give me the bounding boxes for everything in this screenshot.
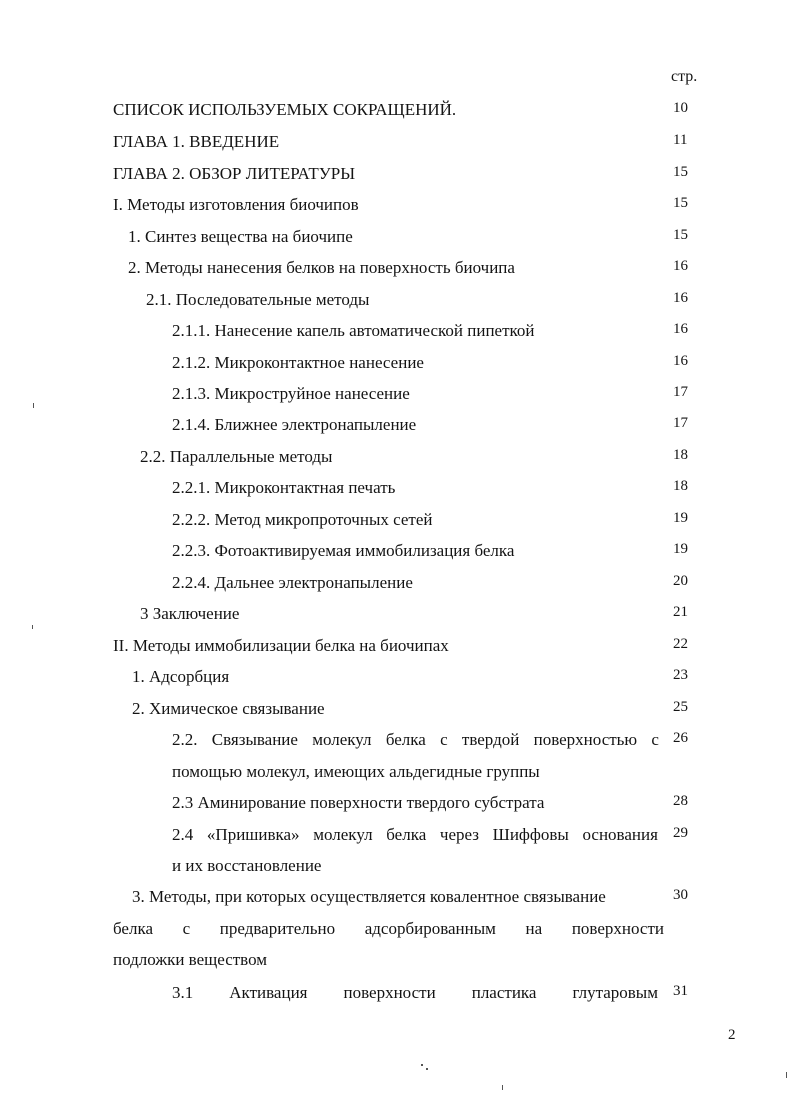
toc-entry-page: 22 (673, 636, 688, 652)
word: с (651, 730, 659, 749)
toc-entry-title-line: 3. Методы, при которых осуществляется ковалентное связывание (132, 887, 606, 906)
word: через (439, 825, 479, 844)
toc-entry-conclusion (0, 604, 793, 630)
toc-entry-page: 21 (673, 604, 688, 620)
toc-entry-title: I. Методы изготовления биочипов (113, 195, 359, 214)
toc-entry-3-covalent-cont2 (0, 950, 793, 976)
toc-entry-1-2 (0, 258, 793, 284)
toc-entry-title: 3 Заключение (140, 604, 240, 623)
toc-entry-title: 2.2.2. Метод микропроточных сетей (172, 510, 433, 529)
toc-entry-2-2-3 (0, 541, 793, 567)
toc-entry-title-line: подложки веществом (113, 950, 268, 969)
toc-entry-page: 19 (673, 510, 688, 526)
toc-entry-title-line (172, 825, 658, 845)
page-number: 2 (728, 1027, 736, 1043)
toc-entry-2-1-1 (0, 321, 793, 347)
word: адсорбированным (364, 919, 496, 938)
toc-entry-title: 1. Адсорбция (132, 667, 230, 686)
toc-entry-2-4-cont (0, 856, 793, 882)
toc-entry-page: 30 (673, 887, 688, 903)
toc-entry-page: 16 (673, 321, 688, 337)
toc-entry-title: 2. Химическое связывание (132, 699, 325, 718)
toc-entry-page: 15 (673, 195, 688, 211)
word: с (182, 919, 191, 938)
word: 3.1 (172, 983, 194, 1002)
toc-entry-chemical-binding (0, 699, 793, 725)
toc-entry-title: 2.1. Последовательные методы (146, 290, 370, 309)
word: поверхности (571, 919, 664, 938)
toc-entry-page: 29 (673, 825, 688, 841)
toc-entry-title: 2.1.1. Нанесение капель автоматической пипеткой (172, 321, 535, 340)
toc-entry-page: 25 (673, 699, 688, 715)
toc-entry-page: 31 (673, 983, 688, 999)
word: твердой (461, 730, 520, 749)
word: молекул (313, 825, 373, 844)
toc-entry-page: 16 (673, 290, 688, 306)
toc-entry-3-covalent (0, 887, 793, 913)
toc-entry-chapter-1 (0, 132, 793, 158)
word: поверхностью (533, 730, 638, 749)
scan-speck (502, 1085, 503, 1090)
word: 2.2. (172, 730, 198, 749)
toc-entry-title: 2.2.1. Микроконтактная печать (172, 478, 396, 497)
toc-entry-page: 16 (673, 353, 688, 369)
toc-entry-page: 16 (673, 258, 688, 274)
toc-entry-page: 15 (673, 164, 688, 180)
word: на (525, 919, 543, 938)
scan-speck (421, 1064, 423, 1066)
toc-entry-2-2 (0, 447, 793, 473)
toc-entry-2-1-2 (0, 353, 793, 379)
toc-entry-page: 11 (673, 132, 688, 148)
toc-entry-page: 17 (673, 415, 688, 431)
word: белка (385, 730, 426, 749)
toc-entry-title: 2.1.3. Микроструйное нанесение (172, 384, 410, 403)
toc-entry-title: 1. Синтез вещества на биочипе (128, 227, 353, 246)
toc-entry-2-2-2 (0, 510, 793, 536)
toc-entry-3-1 (0, 983, 793, 1009)
scan-speck (786, 1072, 787, 1078)
toc-entry-page: 19 (673, 541, 688, 557)
toc-entry-title: 2.1.2. Микроконтактное нанесение (172, 353, 424, 372)
toc-entry-title: 2.1.4. Ближнее электронапыление (172, 415, 417, 434)
scan-speck (33, 403, 34, 408)
toc-entry-abbreviations (0, 100, 793, 126)
toc-entry-title-line: помощью молекул, имеющих альдегидные группы (172, 762, 540, 781)
scan-speck (426, 1068, 428, 1070)
toc-entry-2-4 (0, 825, 793, 851)
toc-entry-2-1-3 (0, 384, 793, 410)
toc-entry-title-line: и их восстановление (172, 856, 322, 875)
toc-entry-title: ГЛАВА 2. ОБЗОР ЛИТЕРАТУРЫ (113, 164, 356, 183)
toc-entry-2-2-binding (0, 730, 793, 756)
toc-entry-page: 23 (673, 667, 688, 683)
word: пластика (471, 983, 537, 1002)
toc-entry-title: 2.2.4. Дальнее электронапыление (172, 573, 413, 592)
toc-entry-title: 2.3 Аминирование поверхности твердого субстрата (172, 793, 545, 812)
word: поверхности (343, 983, 436, 1002)
toc-entry-page: 18 (673, 478, 688, 494)
toc-entry-part-1 (0, 195, 793, 221)
toc-entry-title: 2.2. Параллельные методы (140, 447, 333, 466)
word: Связывание (211, 730, 298, 749)
page-column-label: стр. (671, 68, 698, 85)
toc-entry-2-3 (0, 793, 793, 819)
word: 2.4 (172, 825, 194, 844)
toc-entry-title-line (113, 919, 664, 939)
toc-entry-title-line (172, 983, 658, 1003)
toc-entry-page: 17 (673, 384, 688, 400)
toc-entry-page: 15 (673, 227, 688, 243)
toc-entry-title: 2. Методы нанесения белков на поверхность биочипа (128, 258, 515, 277)
toc-entry-page: 20 (673, 573, 688, 589)
word: с (440, 730, 448, 749)
toc-entry-1-1 (0, 227, 793, 253)
toc-entry-title: II. Методы иммобилизации белка на биочипах (113, 636, 449, 655)
toc-entry-2-2-binding-cont (0, 762, 793, 788)
toc-entry-chapter-2 (0, 164, 793, 190)
word: предварительно (219, 919, 336, 938)
toc-entry-title: ГЛАВА 1. ВВЕДЕНИЕ (113, 132, 280, 151)
word: «Пришивка» (206, 825, 300, 844)
toc-entry-page: 18 (673, 447, 688, 463)
toc-entry-title-line (172, 730, 659, 750)
toc-entry-2-1 (0, 290, 793, 316)
word: глутаровым (572, 983, 658, 1002)
word: белка (386, 825, 427, 844)
toc-entry-page: 28 (673, 793, 688, 809)
scan-speck (32, 625, 33, 629)
word: молекул (312, 730, 372, 749)
toc-entry-adsorption (0, 667, 793, 693)
toc-entry-part-2 (0, 636, 793, 662)
toc-entry-page: 10 (673, 100, 688, 116)
toc-entry-title: 2.2.3. Фотоактивируемая иммобилизация белка (172, 541, 515, 560)
word: Активация (229, 983, 308, 1002)
toc-entry-title: СПИСОК ИСПОЛЬЗУЕМЫХ СОКРАЩЕНИЙ. (113, 100, 457, 119)
word: основания (582, 825, 658, 844)
toc-entry-3-covalent-cont (0, 919, 793, 945)
word: белка (113, 919, 154, 938)
toc-entry-2-2-1 (0, 478, 793, 504)
toc-entry-2-1-4 (0, 415, 793, 441)
toc-entry-2-2-4 (0, 573, 793, 599)
word: Шиффовы (492, 825, 569, 844)
toc-entry-page: 26 (673, 730, 688, 746)
